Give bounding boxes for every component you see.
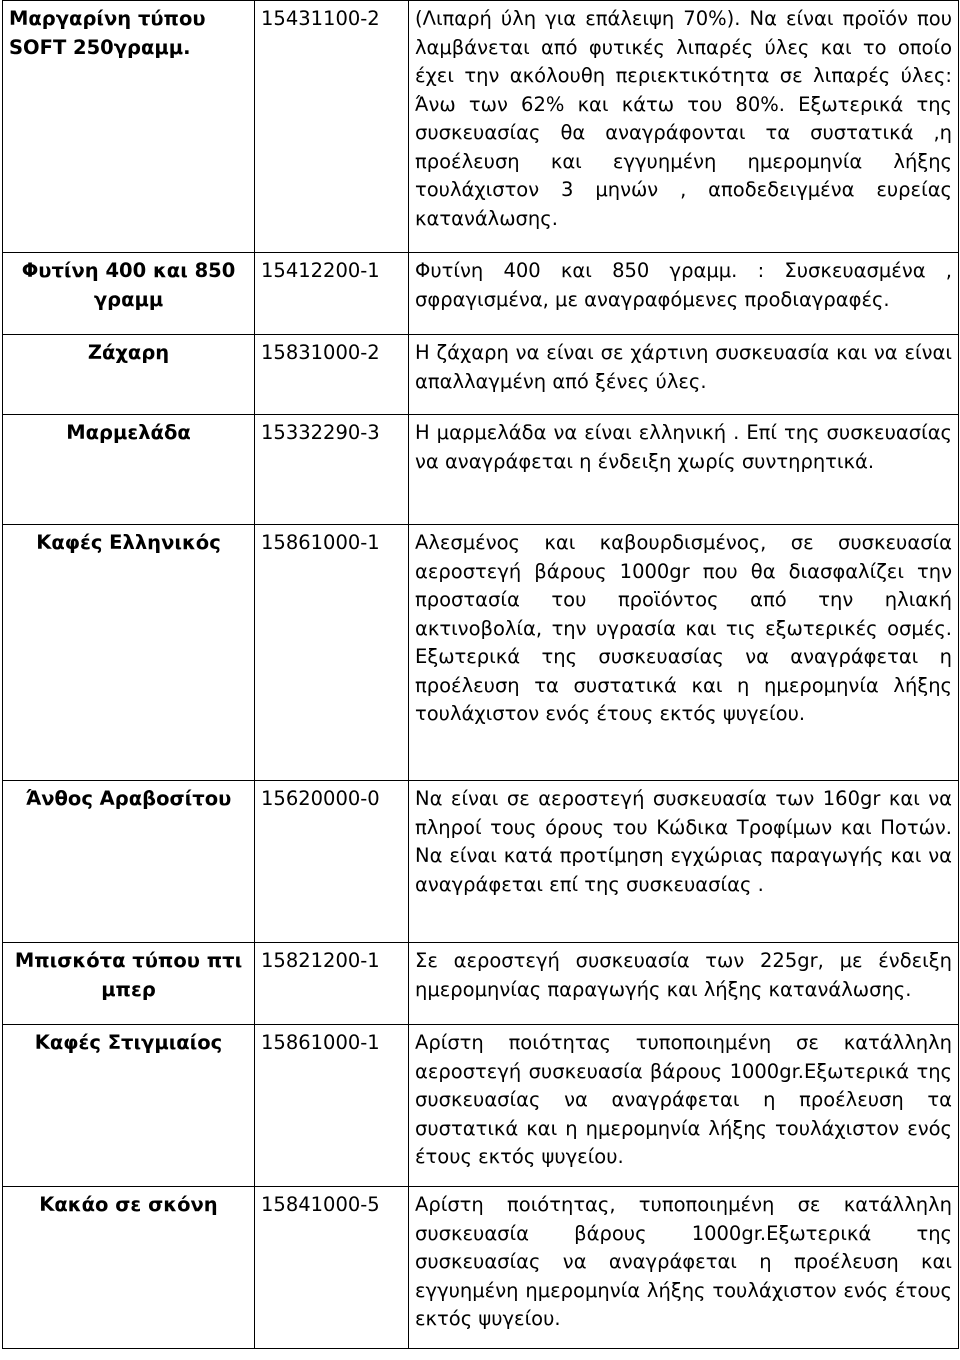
product-name: Μπισκότα τύπου πτι μπερ: [3, 943, 255, 1025]
table-row: [3, 1025, 959, 1187]
product-description: Η ζάχαρη να είναι σε χάρτινη συσκευασία και να είναι απαλλαγμένη από ξένες ύλες.: [409, 335, 959, 415]
product-code: 15620000-0: [255, 781, 409, 943]
table-row: [3, 525, 959, 781]
product-name: Μαρμελάδα: [3, 415, 255, 525]
product-name: Μαργαρίνη τύπου SOFT 250γραμμ.: [3, 1, 255, 253]
product-description: Η μαρμελάδα να είναι ελληνική . Επί της συσκευασίας να αναγράφεται η ένδειξη χωρίς συντηρητικά.: [409, 415, 959, 525]
product-code: 15841000-5: [255, 1187, 409, 1349]
product-spec-table: [2, 0, 959, 1349]
product-code: 15431100-2: [255, 1, 409, 253]
product-description: Να είναι σε αεροστεγή συσκευασία των 160gr και να πληροί τους όρους του Κώδικα Τροφίμων και Ποτών. Να είναι κατά προτίμηση εγχώριας παραγωγής και να αναγράφεται επί της συσκευασίας .: [409, 781, 959, 943]
product-name: Φυτίνη 400 και 850 γραμμ: [3, 253, 255, 335]
product-code: 15332290-3: [255, 415, 409, 525]
product-name: Άνθος Αραβοσίτου: [3, 781, 255, 943]
product-code: 15831000-2: [255, 335, 409, 415]
product-name: Καφές Στιγμιαίος: [3, 1025, 255, 1187]
product-name: Ζάχαρη: [3, 335, 255, 415]
product-code: 15412200-1: [255, 253, 409, 335]
table-row: [3, 335, 959, 415]
product-description: Αρίστη ποιότητας, τυποποιημένη σε κατάλληλη συσκευασία βάρους 1000gr.Εξωτερικά της συσκευασίας να αναγράφεται η προέλευση και εγγυημένη ημερομηνία λήξης τουλάχιστον ενός έτους εκτός ψυγείου.: [409, 1187, 959, 1349]
product-name: Καφές Ελληνικός: [3, 525, 255, 781]
product-description: Φυτίνη 400 και 850 γραμμ. : Συσκευασμένα , σφραγισμένα, με αναγραφόμενες προδιαγραφές.: [409, 253, 959, 335]
product-description: Αρίστη ποιότητας τυποποιημένη σε κατάλληλη αεροστεγή συσκευασία βάρους 1000gr.Εξωτερικά της συσκευασίας να αναγράφεται η προέλευση τα συστατικά και η ημερομηνία λήξης τουλάχιστον ενός έτους εκτός ψυγείου.: [409, 1025, 959, 1187]
table-row: [3, 415, 959, 525]
product-description: Σε αεροστεγή συσκευασία των 225gr, με ένδειξη ημερομηνίας παραγωγής και λήξης κατανάλωσης.: [409, 943, 959, 1025]
product-code: 15861000-1: [255, 1025, 409, 1187]
table-row: [3, 1, 959, 253]
product-description: Αλεσμένος και καβουρδισμένος, σε συσκευασία αεροστεγή βάρους 1000gr που θα διασφαλίζει την προστασία του προϊόντος από την ηλιακή ακτινοβολία, την υγρασία και τις εξωτερικές οσμές. Εξωτερικά της συσκευασίας να αναγράφεται η προέλευση τα συστατικά και η ημερομηνία λήξης τουλάχιστον ενός έτους εκτός ψυγείου.: [409, 525, 959, 781]
product-name: Κακάο σε σκόνη: [3, 1187, 255, 1349]
product-code: 15861000-1: [255, 525, 409, 781]
table-row: [3, 253, 959, 335]
product-code: 15821200-1: [255, 943, 409, 1025]
table-row: [3, 1187, 959, 1349]
table-row: [3, 781, 959, 943]
product-description: (Λιπαρή ύλη για επάλειψη 70%). Να είναι προϊόν που λαμβάνεται από φυτικές λιπαρές ύλες και το οποίο έχει την ακόλουθη περιεκτικότητα σε λιπαρές ύλες: Άνω των 62% και κάτω του 80%. Εξωτερικά της συσκευασίας θα αναγράφονται τα συστατικά ,η προέλευση και εγγυημένη ημερομηνία λήξης τουλάχιστον 3 μηνών , αποδεδειγμένα ευρείας κατανάλωσης.: [409, 1, 959, 253]
table-row: [3, 943, 959, 1025]
